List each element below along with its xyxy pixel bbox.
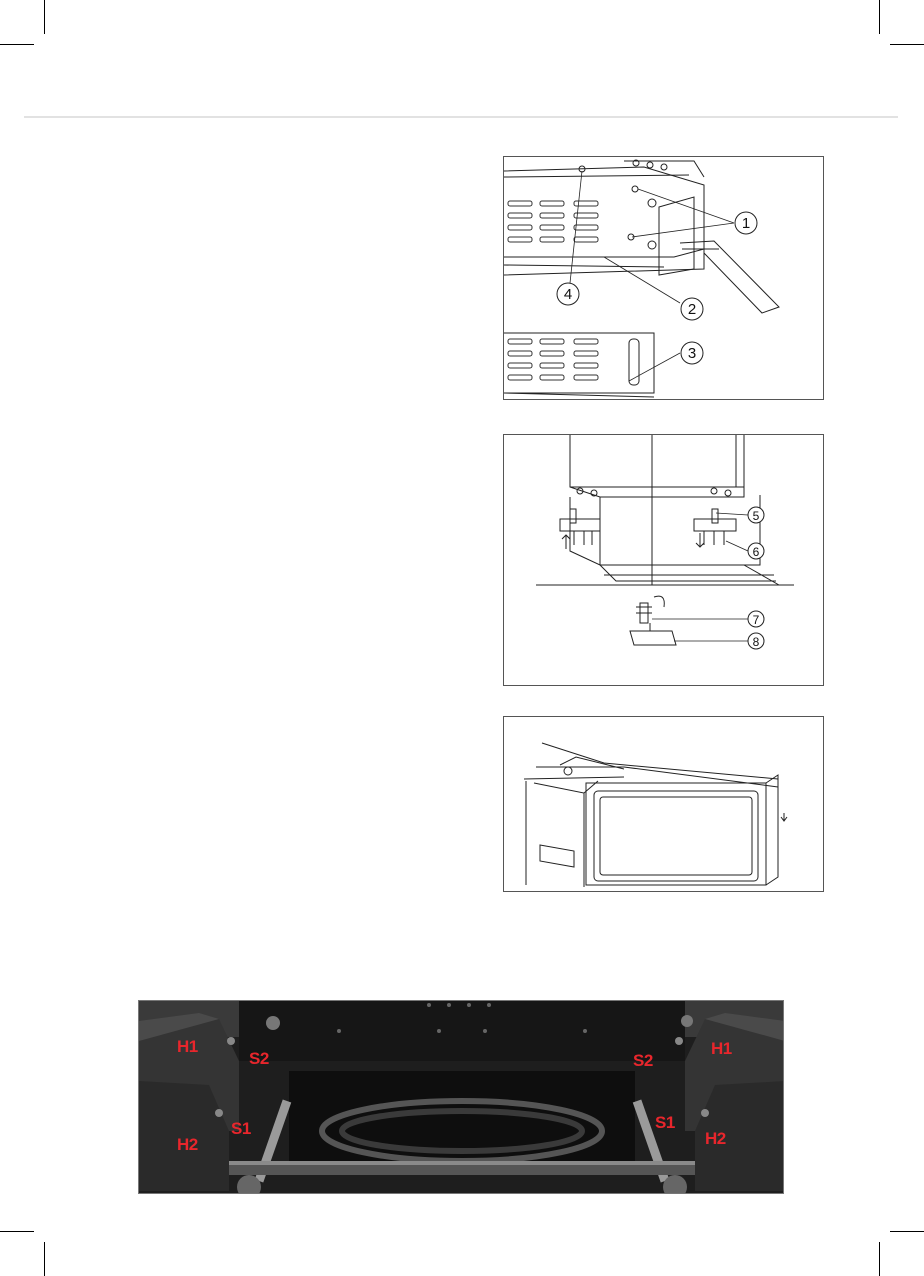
crop-mark [879,0,880,34]
label-right-h1: H1 [711,1039,732,1058]
callout-8: 8 [752,635,760,649]
crop-mark [879,1242,880,1276]
crop-mark [890,1231,924,1232]
photo-plinth-drawing [139,1001,784,1194]
callout-6: 6 [752,545,760,559]
callout-group-fig1 [557,212,757,364]
label-right-s2: S2 [633,1051,653,1070]
crop-mark [0,1231,34,1232]
figure-plinth-removal [503,156,824,400]
label-left-s1: S1 [231,1119,251,1138]
crop-mark [0,44,34,45]
callout-5: 5 [752,509,760,523]
label-right-s1: S1 [655,1113,675,1132]
label-left-h1: H1 [177,1037,198,1056]
figure-door-drawing [504,717,825,893]
callout-group-fig2 [748,507,764,649]
header-rule [24,116,898,118]
callout-4: 4 [563,286,573,303]
figure-hinge-drawing [504,435,825,687]
figure-door-fitting [503,716,824,892]
crop-mark [890,44,924,45]
crop-mark [44,0,45,34]
callout-1: 1 [741,215,751,232]
figure-hinge-brackets [503,434,824,686]
label-right-h2: H2 [705,1129,726,1148]
callout-7: 7 [752,613,760,627]
label-left-s2: S2 [249,1049,269,1068]
callout-2: 2 [687,301,697,318]
callout-3: 3 [687,345,697,362]
figure-plinth-drawing [504,157,825,401]
photo-plinth-installed [138,1000,784,1194]
label-left-h2: H2 [177,1135,198,1154]
crop-mark [44,1242,45,1276]
